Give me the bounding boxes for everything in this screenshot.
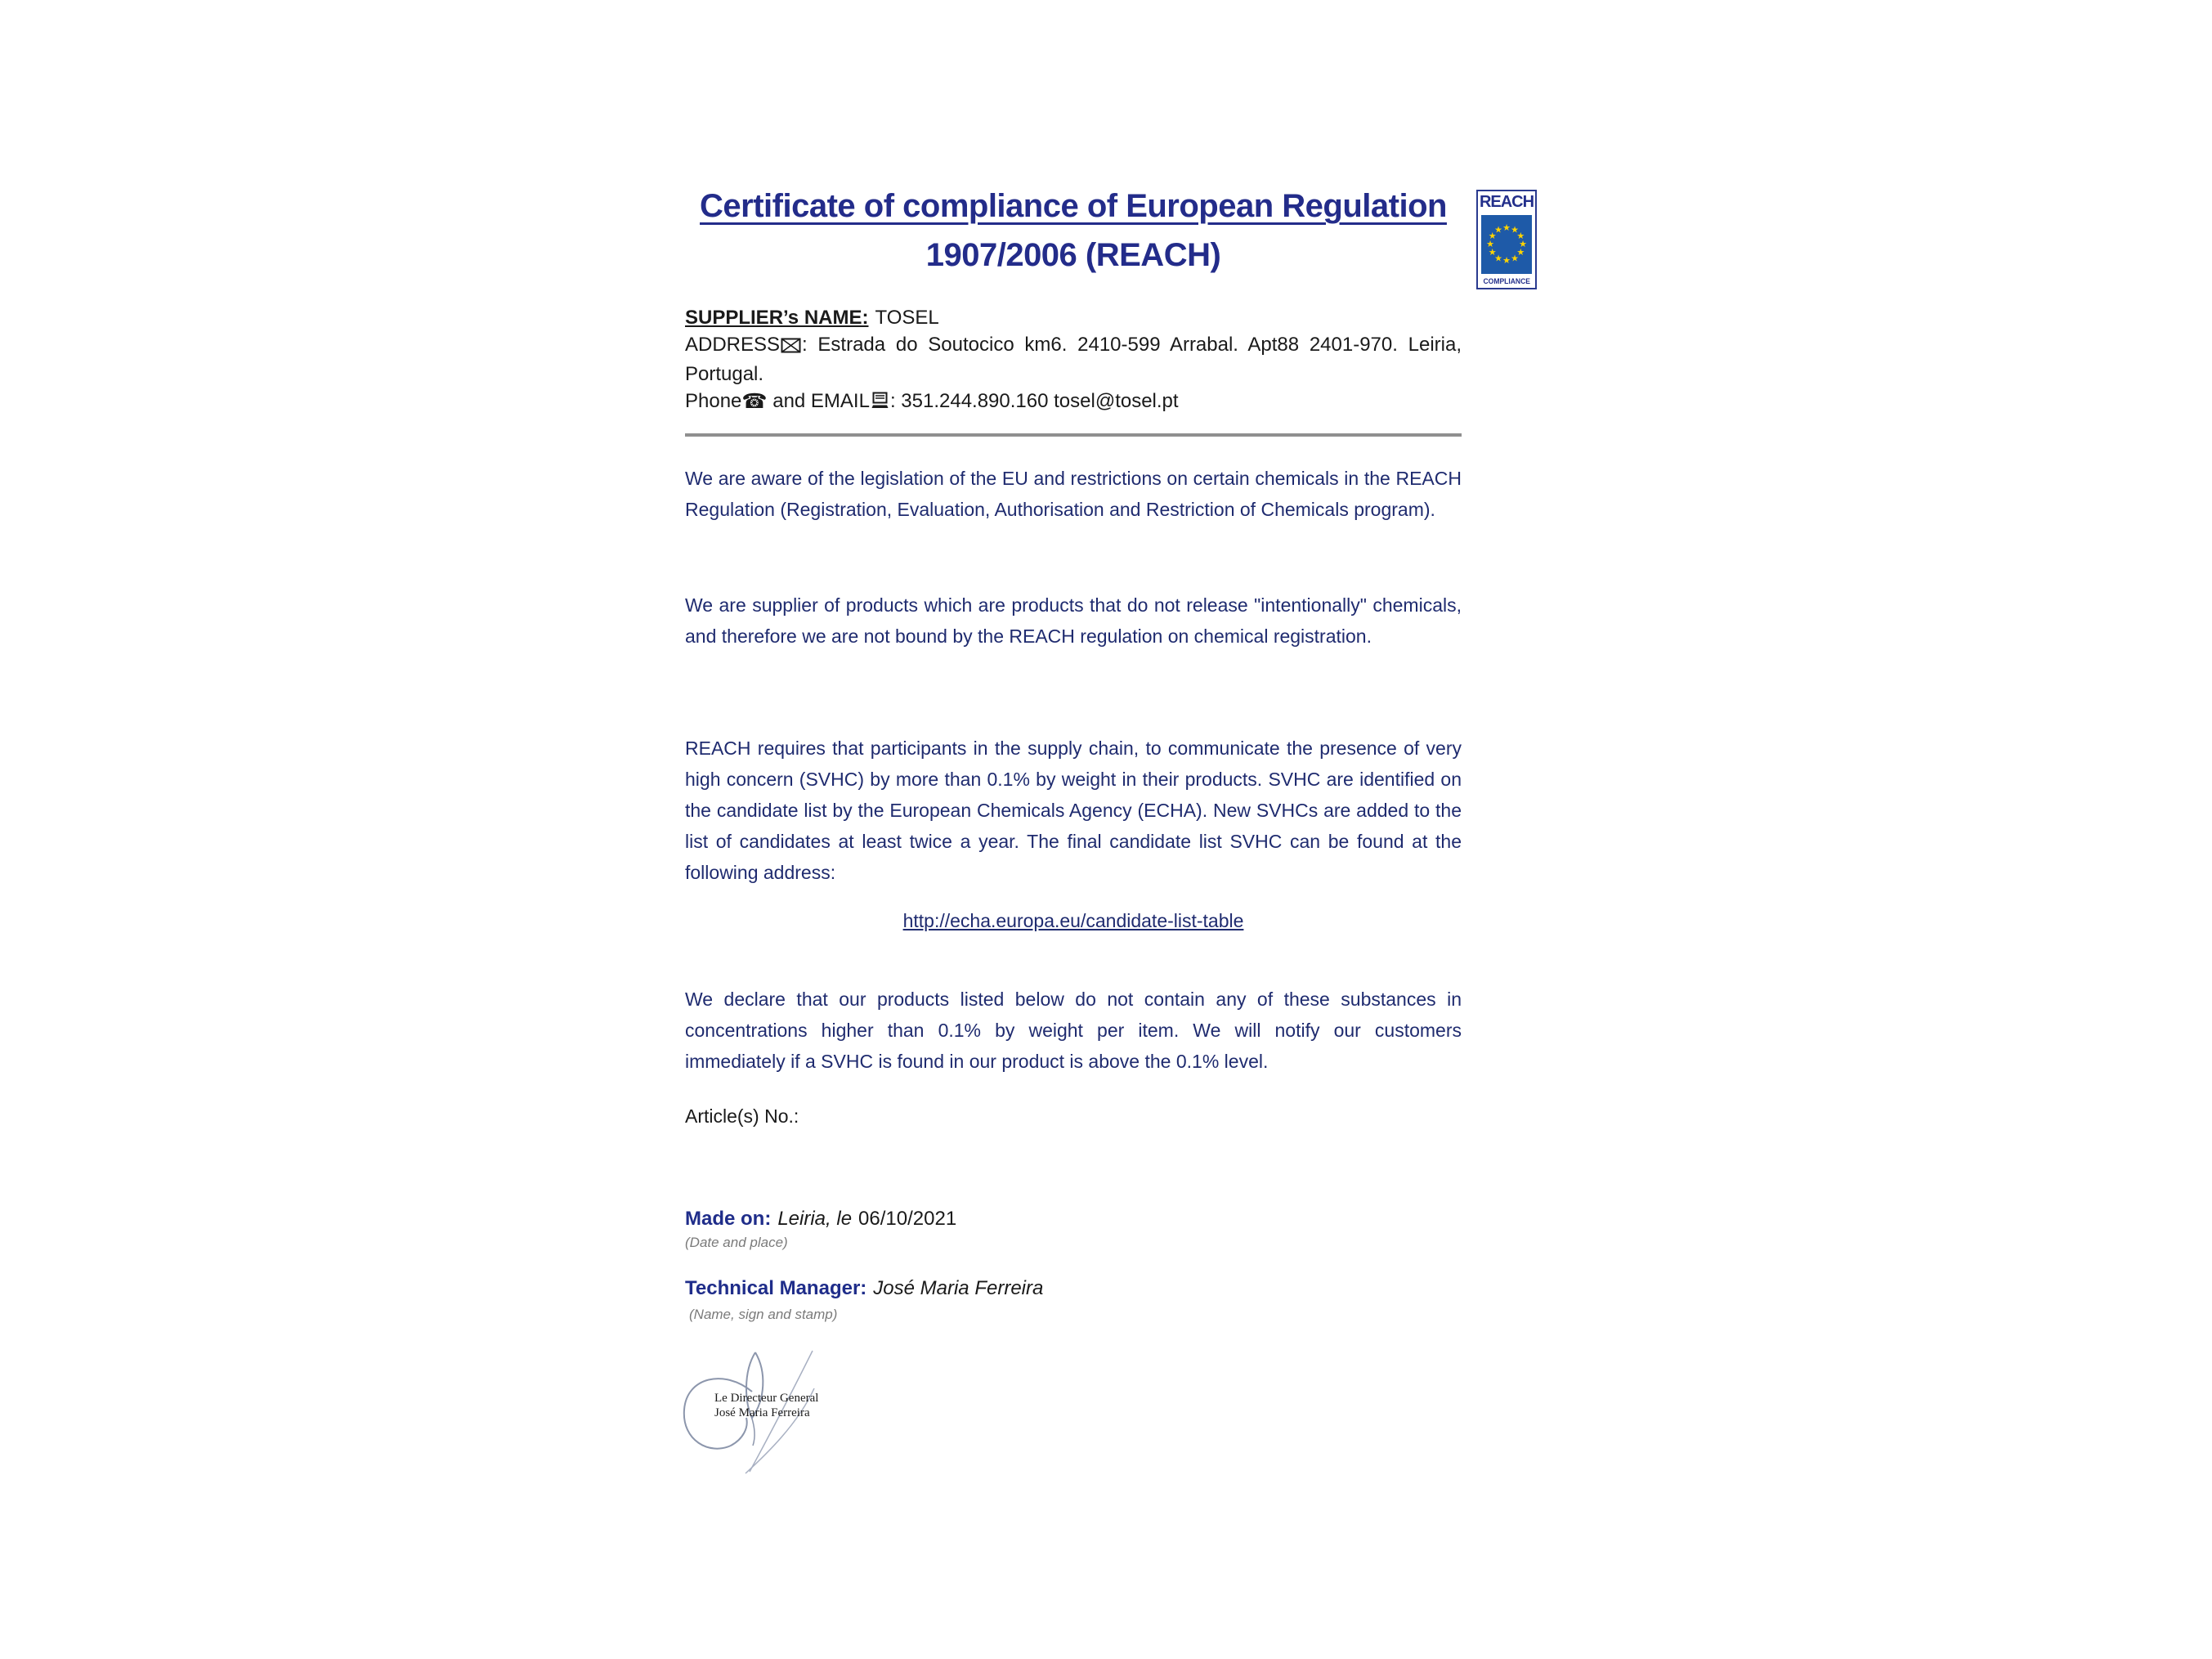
horizontal-divider bbox=[685, 433, 1462, 437]
article-number-label: Article(s) No.: bbox=[685, 1105, 799, 1127]
logo-reach-text: REACH bbox=[1479, 193, 1534, 211]
made-on-date: 06/10/2021 bbox=[858, 1208, 957, 1230]
supplier-name-line bbox=[685, 304, 1462, 331]
svg-text:★: ★ bbox=[1494, 225, 1502, 235]
paragraph-supplier-statement: We are supplier of products which are products that do not release "intentionally" chemicals, and therefore we are not bound by the REACH regulation on chemical registration. bbox=[685, 594, 1462, 647]
contact-value: : 351.244.890.160 tosel@tosel.pt bbox=[889, 390, 1179, 412]
candidate-list-link-row bbox=[685, 910, 1462, 932]
svg-text:★: ★ bbox=[1511, 225, 1519, 235]
paragraph-declaration: We declare that our products listed below do not contain any of these substances in concentrations higher than 0.1% by weight per item. We will notify our customers immediately if a SVHC is found in our product is above the 0.1% level. bbox=[685, 989, 1462, 1072]
svg-text:★: ★ bbox=[1486, 239, 1494, 249]
phone-icon: ☎ bbox=[741, 390, 768, 413]
phone-mid-text: and EMAIL bbox=[767, 390, 870, 412]
date-place-note: (Date and place) bbox=[685, 1235, 788, 1250]
handwritten-signature bbox=[674, 1341, 902, 1513]
technical-manager-label: Technical Manager: bbox=[685, 1277, 867, 1299]
made-on-place: Leiria, le bbox=[777, 1208, 853, 1230]
svg-text:★: ★ bbox=[1511, 253, 1519, 263]
address-label: ADDRESS bbox=[685, 334, 781, 356]
svg-text:★: ★ bbox=[1494, 253, 1502, 263]
name-sign-stamp-note: (Name, sign and stamp) bbox=[689, 1307, 838, 1322]
made-on-line bbox=[685, 1208, 956, 1231]
svg-text:★: ★ bbox=[1502, 255, 1511, 266]
envelope-icon bbox=[781, 334, 801, 361]
page-title bbox=[685, 182, 1462, 280]
signature-name: José Maria Ferreira bbox=[714, 1406, 810, 1419]
paragraph-svhc-requirement: REACH requires that participants in the supply chain, to communicate the presence of very high concern (SVHC) by more than 0.1% by weight in their products. SVHC are identified on the candidate list by the European Chemicals Agency (ECHA). New SVHCs are added to the list of candidates at least twice a year. The final candidate list SVHC can be found at the following address: bbox=[685, 738, 1462, 883]
svg-text:★: ★ bbox=[1488, 247, 1497, 258]
supplier-address-line bbox=[685, 331, 1462, 388]
candidate-list-link[interactable]: http://echa.europa.eu/candidate-list-table bbox=[902, 910, 1244, 931]
technical-manager-name: José Maria Ferreira bbox=[873, 1277, 1044, 1299]
svg-text:★: ★ bbox=[1519, 239, 1527, 249]
phone-label: Phone bbox=[685, 390, 742, 412]
title-line-1: Certificate of compliance of European Regulation bbox=[700, 188, 1447, 224]
logo-compliance-text: COMPLIANCE bbox=[1483, 277, 1530, 285]
supplier-name-label: SUPPLIER’s NAME: bbox=[685, 307, 869, 329]
svg-text:★: ★ bbox=[1488, 231, 1497, 241]
signature-title: Le Directeur General bbox=[714, 1392, 819, 1405]
reach-compliance-logo bbox=[1476, 190, 1537, 289]
supplier-block bbox=[685, 304, 1462, 417]
svg-text:★: ★ bbox=[1516, 231, 1525, 241]
computer-icon bbox=[871, 390, 889, 417]
svg-text:★: ★ bbox=[1502, 222, 1511, 233]
signature-stamp-text bbox=[714, 1391, 818, 1420]
svg-text:★: ★ bbox=[1516, 247, 1525, 258]
title-line-2: 1907/2006 (REACH) bbox=[925, 237, 1221, 273]
supplier-contact-line bbox=[685, 388, 1462, 417]
eu-stars-icon bbox=[1481, 215, 1532, 274]
paragraph-awareness: We are aware of the legislation of the EU and restrictions on certain chemicals in the REACH Regulation (Registration, Evaluation, Authorisation and Restriction of Chemicals program). bbox=[685, 468, 1462, 520]
technical-manager-line bbox=[685, 1277, 1043, 1300]
supplier-name-value: TOSEL bbox=[875, 307, 939, 329]
address-value: : Estrada do Soutocico km6. 2410-599 Arrabal. Apt88 2401-970. Leiria, Portugal. bbox=[685, 334, 1462, 385]
made-on-label: Made on: bbox=[685, 1208, 772, 1230]
